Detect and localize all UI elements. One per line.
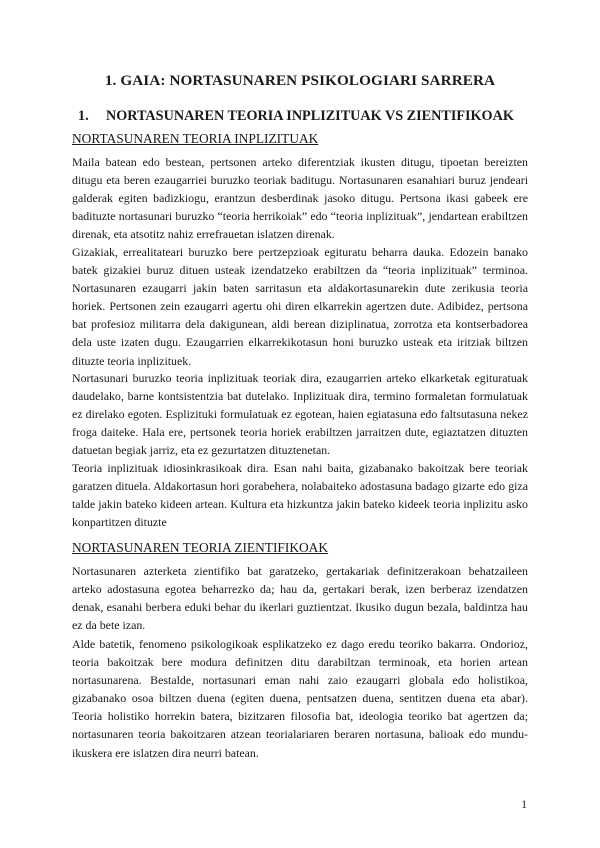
section-heading-1 (78, 108, 514, 125)
page-number: 1 (521, 799, 527, 811)
paragraph-implicit-3: Nortasunari buruzko teoria inplizituak teoriak dira, ezaugarrien arteko elkarketak egituratuak daudelako, barne kontsistentzia bat dutelako. Inplizituak dira, termino formaletan formulatuak ez direlako egoten. Esplizituki formulatuak ez egotean, haien egiatasuna edo faltsutasuna nekez froga daiteke. Hala ere, pertsonek teoria horiek erabiltzen jarraitzen dute, egiaztatzen dituzten datuetan begiak jarriz, eta ez gezurtatzen dituztenetan. (72, 371, 528, 458)
heading-number: 1. (78, 108, 89, 124)
paragraph-scientific-1: Nortasunaren azterketa zientifiko bat garatzeko, gertakariak definitzerakoan behatzaileen arteko adostasuna egotea beharrezko da; hau da, gertakari berak, izen berberaz izendatzen denak, esanahi berbera eduki behar du ikerlari guztientzat. Ikusiko dugun bezala, baldintza hau ez da bete izan. (72, 564, 528, 633)
paragraph-implicit-4: Teoria inplizituak idiosinkrasikoak dira. Esan nahi baita, gizabanako bakoitzak bere teoriak garatzen dituela. Aldakortasun hori gorabehera, nolabaiteko adostasuna badago gizarte edo giza talde jakin bateko kideen artean. Kultura eta hizkuntza jakin bateko kideek teoria inplizitu asko konpartitzen dituzte (72, 461, 528, 530)
heading-text: NORTASUNAREN TEORIA INPLIZITUAK VS ZIENTIFIKOAK (106, 108, 514, 124)
document-title: 1. GAIA: NORTASUNAREN PSIKOLOGIARI SARRERA (104, 72, 496, 89)
paragraph-implicit-1: Maila batean edo bestean, pertsonen arteko diferentziak ikusten ditugu, tipoetan bereizten ditugu eta beren ezaugarriei buruzko teoriak baditugu. Nortasunaren esanahiari buruz jendeari galderak egiten badizkiogu, erantzun desberdinak jasoko ditugu. Pertsona ikasi gabeek ere badituzte nortasunari buruzko “teoria herrikoiak” edo “teoria inplizituak”, jendartean erabiltzen direnak, eta atsotitz nahiz errefrauetan islatzen direnak. (72, 155, 528, 242)
paragraph-scientific-2: Alde batetik, fenomeno psikologikoak esplikatzeko ez dago eredu teoriko bakarra. Ondorioz, teoria bakoitzak bere modura definitzen ditu darabiltzan terminoak, eta horien artean nortasunarena. Bestalde, nortasunari eman nahi zaio ezaugarri globala edo holistikoa, gizabanako osoa biltzen duena (egiten duena, pentsatzen duena, sentitzen duena eta abar). Teoria holistiko horrekin batera, bizitzaren filosofia bat, ideologia teoriko bat agertzen da; nortasunaren teoria bakoitzaren atzean teorialariaren beraren nortasuna, balioak edo mundu-ikuskera ere islatzen dira neurri batean. (72, 637, 528, 760)
paragraph-implicit-2: Gizakiak, errealitateari buruzko bere pertzepzioak egituratu beharra dauka. Edozein banako batek gizakiei buruz dituen usteak izendatzeko erabiltzen da “teoria inplizituak” terminoa. Nortasunaren ezaugarri jakin baten sarritasun eta aldakortasunarekin dute zerikusia teoria horiek. Pertsonen zein ezaugarri agertu ohi diren elkarrekin agertzen dute. Adibidez, pertsona bat profesioz militarra dela dakigunean, aldi berean diziplinatua, zorrotza eta kontserbadorea dela uste izaten dugu. Ezaugarrien elkarrekikotasun honi buruzko usteak eta iritziak biltzen dituzte teoria inplizituek. (72, 245, 528, 368)
subsection-title-implicit: NORTASUNAREN TEORIA INPLIZITUAK (72, 131, 319, 146)
subsection-title-scientific: NORTASUNAREN TEORIA ZIENTIFIKOAK (72, 540, 329, 555)
